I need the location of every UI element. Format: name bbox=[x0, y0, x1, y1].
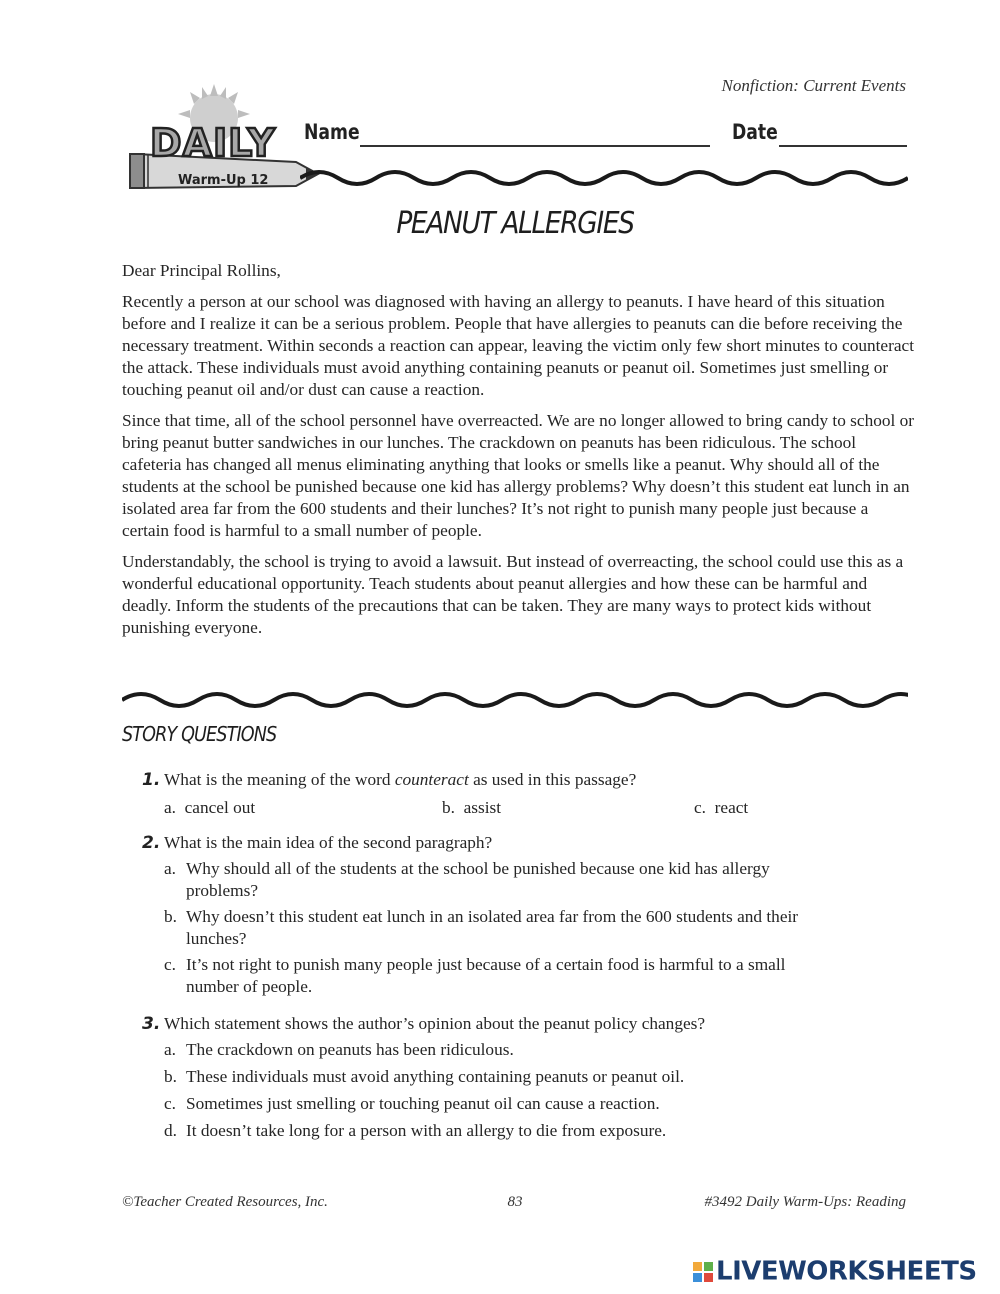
footer-copyright: ©Teacher Created Resources, Inc. bbox=[122, 1194, 328, 1210]
question-2 bbox=[122, 832, 922, 1002]
answer-option-b[interactable]: b. assist bbox=[442, 798, 502, 817]
page-title: PEANUT ALLERGIES bbox=[396, 206, 634, 241]
footer-book-title: #3492 Daily Warm-Ups: Reading bbox=[704, 1194, 906, 1210]
liveworksheets-logo-icon bbox=[692, 1261, 716, 1283]
answer-option-a[interactable]: a. Why should all of the students at the school be punished because one kid has allergy problems? bbox=[164, 859, 770, 900]
letter-paragraph-2: Since that time, all of the school personnel have overreacted. We are no longer allowed to bring candy to school or bring peanut butter sandwiches in our lunches. The crackdown on peanuts has been ridiculous. The school cafeteria has changed all menus eliminating anything that looks or smells like a peanut. Why should all of the students at the school be punished because one kid has allergy problems? Why doesn’t this student eat lunch in an isolated area far from the 600 students and their lunches? It’s not right to punish many people just because a certain food is harmful to a small number of people. bbox=[122, 411, 915, 540]
letter-paragraph-3: Understandably, the school is trying to avoid a lawsuit. But instead of overreacting, the school could use this as a wonderful educational opportunity. Teach students about peanut allergies and how these can be harmful and deadly. Inform the students of the precautions that can be taken. They are many ways to protect kids without punishing everyone. bbox=[122, 552, 904, 637]
daily-warmup-logo bbox=[126, 84, 326, 196]
liveworksheets-watermark[interactable] bbox=[692, 1256, 977, 1287]
letter-body bbox=[122, 260, 914, 648]
question-text: Which statement shows the author’s opinion about the peanut policy changes? bbox=[164, 1014, 706, 1033]
answer-option-c[interactable]: c. react bbox=[694, 798, 749, 817]
question-number: 3. bbox=[142, 1014, 161, 1034]
letter-paragraph-1: Recently a person at our school was diagnosed with having an allergy to peanuts. I have heard of this situation before and I realize it can be a serious problem. People that have allergies to peanuts can die before receiving the necessary treatment. Within seconds a reaction can appear, leaving the victim only few short minutes to counteract the attack. These individuals must avoid anything containing peanuts or peanut oil. Sometimes just smelling or touching peanut oil and/or dust can cause a reaction. bbox=[122, 292, 914, 399]
answer-option-b[interactable]: b. Why doesn’t this student eat lunch in an isolated area far from the 600 students and their lunches? bbox=[164, 907, 799, 948]
liveworksheets-wordmark: LIVEWORKSHEETS bbox=[716, 1256, 977, 1287]
letter-greeting: Dear Principal Rollins, bbox=[122, 261, 281, 280]
logo-word: DAILY bbox=[150, 121, 276, 165]
name-label: Name bbox=[304, 120, 360, 144]
story-questions-title: STORY QUESTIONS bbox=[122, 722, 277, 746]
logo-subtitle: Warm-Up 12 bbox=[178, 173, 269, 188]
answer-option-b[interactable]: b. These individuals must avoid anything containing peanuts or peanut oil. bbox=[164, 1067, 685, 1086]
wavy-divider-top bbox=[300, 166, 908, 190]
question-text: What is the main idea of the second paragraph? bbox=[164, 833, 493, 852]
question-number: 2. bbox=[142, 833, 161, 853]
question-3 bbox=[122, 1013, 922, 1143]
question-text: What is the meaning of the word counteract as used in this passage? bbox=[164, 770, 637, 789]
answer-option-a[interactable]: a. The crackdown on peanuts has been ridiculous. bbox=[164, 1040, 514, 1059]
date-input-line[interactable] bbox=[779, 145, 907, 147]
category-label: Nonfiction: Current Events bbox=[721, 76, 906, 95]
date-label: Date bbox=[732, 120, 778, 144]
name-input-line[interactable] bbox=[360, 145, 710, 147]
footer-page-number: 83 bbox=[507, 1194, 523, 1210]
answer-option-c[interactable]: c. Sometimes just smelling or touching peanut oil can cause a reaction. bbox=[164, 1094, 660, 1113]
answer-option-d[interactable]: d. It doesn’t take long for a person with an allergy to die from exposure. bbox=[164, 1121, 667, 1140]
question-number: 1. bbox=[142, 770, 161, 790]
answer-option-a[interactable]: a. cancel out bbox=[164, 798, 256, 817]
wavy-divider-middle bbox=[122, 688, 908, 712]
question-1 bbox=[122, 769, 922, 829]
answer-option-c[interactable]: c. It’s not right to punish many people just because of a certain food is harmful to a small number of people. bbox=[164, 955, 786, 996]
